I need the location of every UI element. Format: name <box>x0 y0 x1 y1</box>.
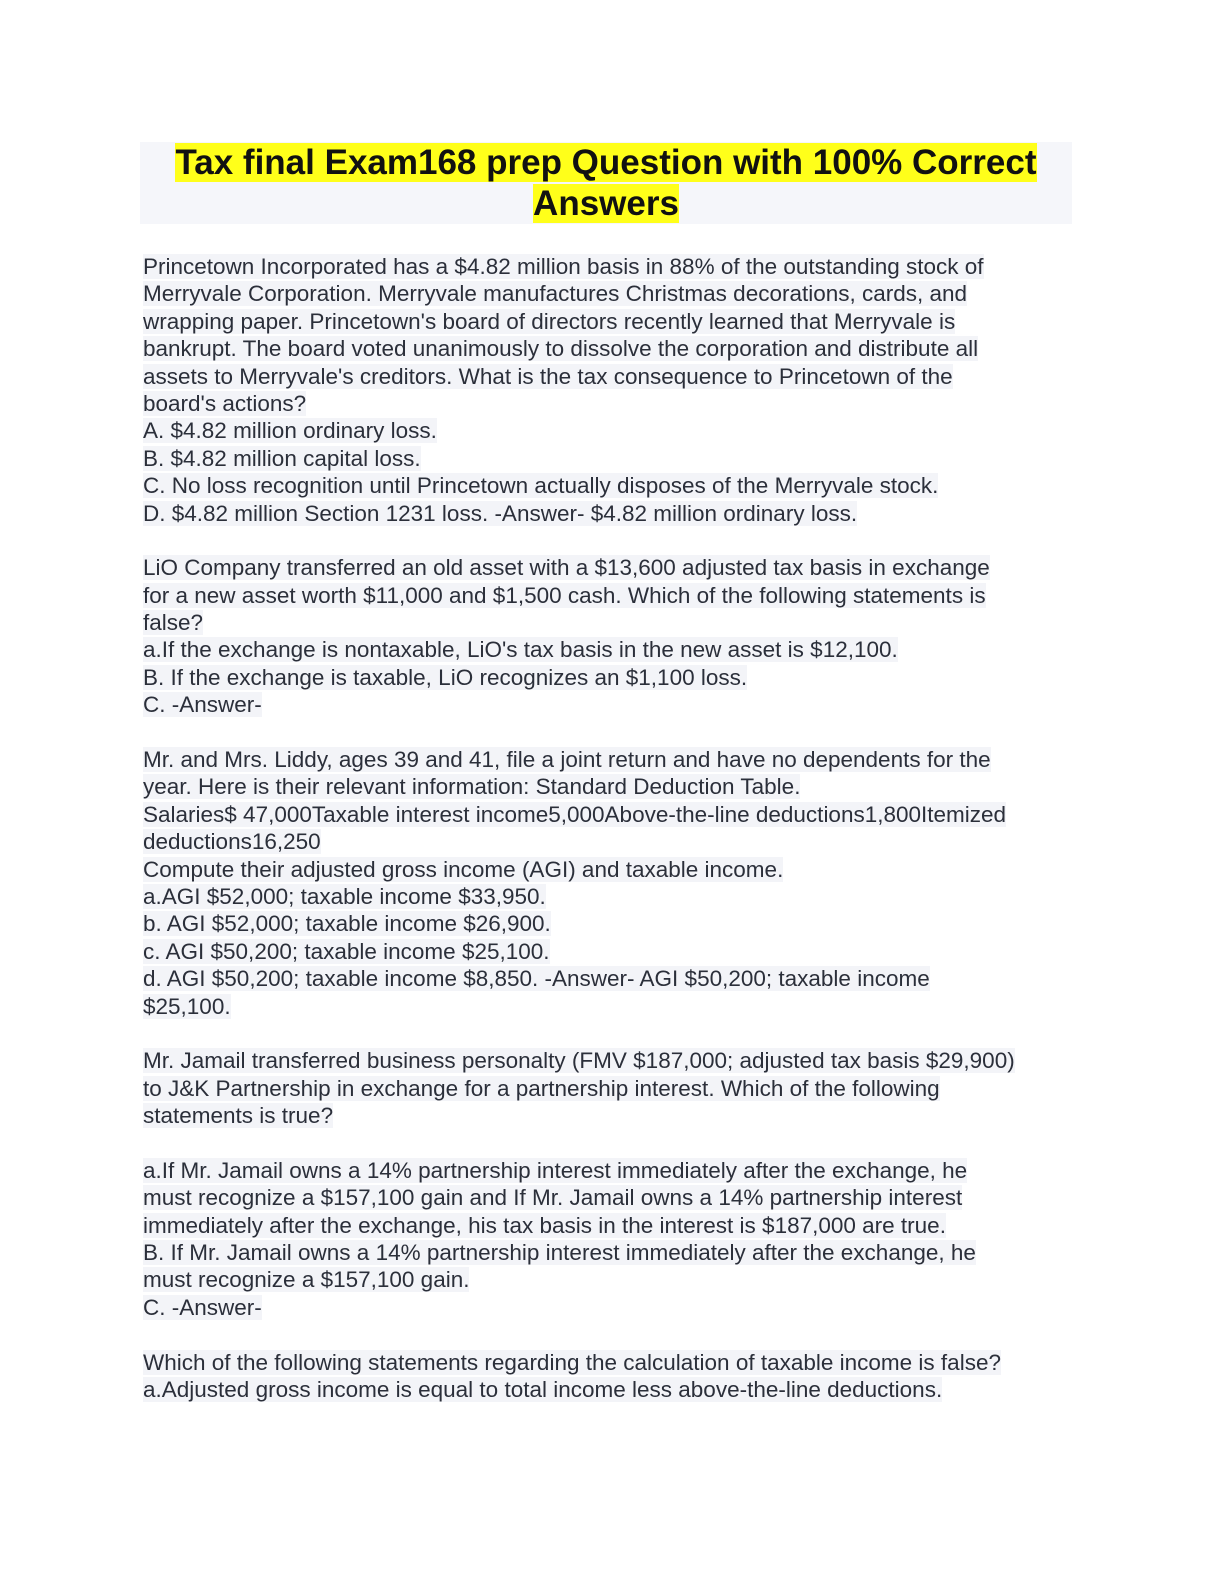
question-block-1 <box>143 253 1078 527</box>
text-line: board's actions? <box>143 390 307 416</box>
answer-option: C. -Answer- <box>143 1294 262 1320</box>
answer-option: a.If the exchange is nontaxable, LiO's tax basis in the new asset is $12,100. <box>143 637 898 663</box>
answer-option: A. $4.82 million ordinary loss. <box>143 418 437 444</box>
blank-line <box>143 1130 1078 1157</box>
question-block-3 <box>143 746 1078 1020</box>
text-line: year. Here is their relevant information: Standard Deduction Table. <box>143 774 801 800</box>
text-line: Mr. and Mrs. Liddy, ages 39 and 41, file a joint return and have no dependents for the <box>143 747 991 773</box>
title-line-1: Tax final Exam168 prep Question with 100% Correct <box>175 143 1037 182</box>
answer-option: a.AGI $52,000; taxable income $33,950. <box>143 883 546 909</box>
answer-option: $25,100. <box>143 993 231 1019</box>
title-line-2: Answers <box>533 184 679 223</box>
answer-option: C. No loss recognition until Princetown actually disposes of the Merryvale stock. <box>143 473 939 499</box>
question-block-4 <box>143 1047 1078 1321</box>
text-line: assets to Merryvale's creditors. What is the tax consequence to Princetown of the <box>143 363 953 389</box>
question-block-5 <box>143 1349 1078 1404</box>
answer-option: a.Adjusted gross income is equal to total income less above-the-line deductions. <box>143 1377 943 1403</box>
answer-option: B. If the exchange is taxable, LiO recognizes an $1,100 loss. <box>143 664 748 690</box>
text-line: Compute their adjusted gross income (AGI) and taxable income. <box>143 856 784 882</box>
text-line: false? <box>143 610 204 636</box>
answer-option: D. $4.82 million Section 1231 loss. -Answer- $4.82 million ordinary loss. <box>143 500 858 526</box>
text-line: Mr. Jamail transferred business personalty (FMV $187,000; adjusted tax basis $29,900) <box>143 1048 1015 1074</box>
text-line: Which of the following statements regarding the calculation of taxable income is false? <box>143 1349 1001 1375</box>
text-line: Princetown Incorporated has a $4.82 million basis in 88% of the outstanding stock of <box>143 254 984 279</box>
answer-option: B. If Mr. Jamail owns a 14% partnership interest immediately after the exchange, he <box>143 1240 976 1266</box>
answer-option: a.If Mr. Jamail owns a 14% partnership interest immediately after the exchange, he <box>143 1157 968 1183</box>
question-block-2 <box>143 554 1078 718</box>
text-line: for a new asset worth $11,000 and $1,500 cash. Which of the following statements is <box>143 582 986 608</box>
text-line: Salaries$ 47,000Taxable interest income5,000Above-the-line deductions1,800Itemized <box>143 801 1007 827</box>
answer-option: d. AGI $50,200; taxable income $8,850. -Answer- AGI $50,200; taxable income <box>143 966 930 992</box>
text-line: to J&K Partnership in exchange for a partnership interest. Which of the following <box>143 1075 940 1101</box>
text-line: Merryvale Corporation. Merryvale manufactures Christmas decorations, cards, and <box>143 281 968 307</box>
text-line: LiO Company transferred an old asset with a $13,600 adjusted tax basis in exchange <box>143 555 990 581</box>
answer-option: B. $4.82 million capital loss. <box>143 445 421 471</box>
answer-option: immediately after the exchange, his tax basis in the interest is $187,000 are true. <box>143 1212 946 1238</box>
answer-option: must recognize a $157,100 gain. <box>143 1267 470 1293</box>
document-title <box>140 142 1072 224</box>
text-line: statements is true? <box>143 1103 334 1129</box>
text-line: wrapping paper. Princetown's board of directors recently learned that Merryvale is <box>143 308 956 334</box>
answer-option: b. AGI $52,000; taxable income $26,900. <box>143 911 551 937</box>
text-line: deductions16,250 <box>143 829 321 855</box>
answer-option: must recognize a $157,100 gain and If Mr. Jamail owns a 14% partnership interest <box>143 1185 963 1211</box>
answer-option: C. -Answer- <box>143 692 262 718</box>
document-body <box>143 253 1078 1431</box>
answer-option: c. AGI $50,200; taxable income $25,100. <box>143 938 550 964</box>
text-line: bankrupt. The board voted unanimously to dissolve the corporation and distribute all <box>143 336 979 362</box>
